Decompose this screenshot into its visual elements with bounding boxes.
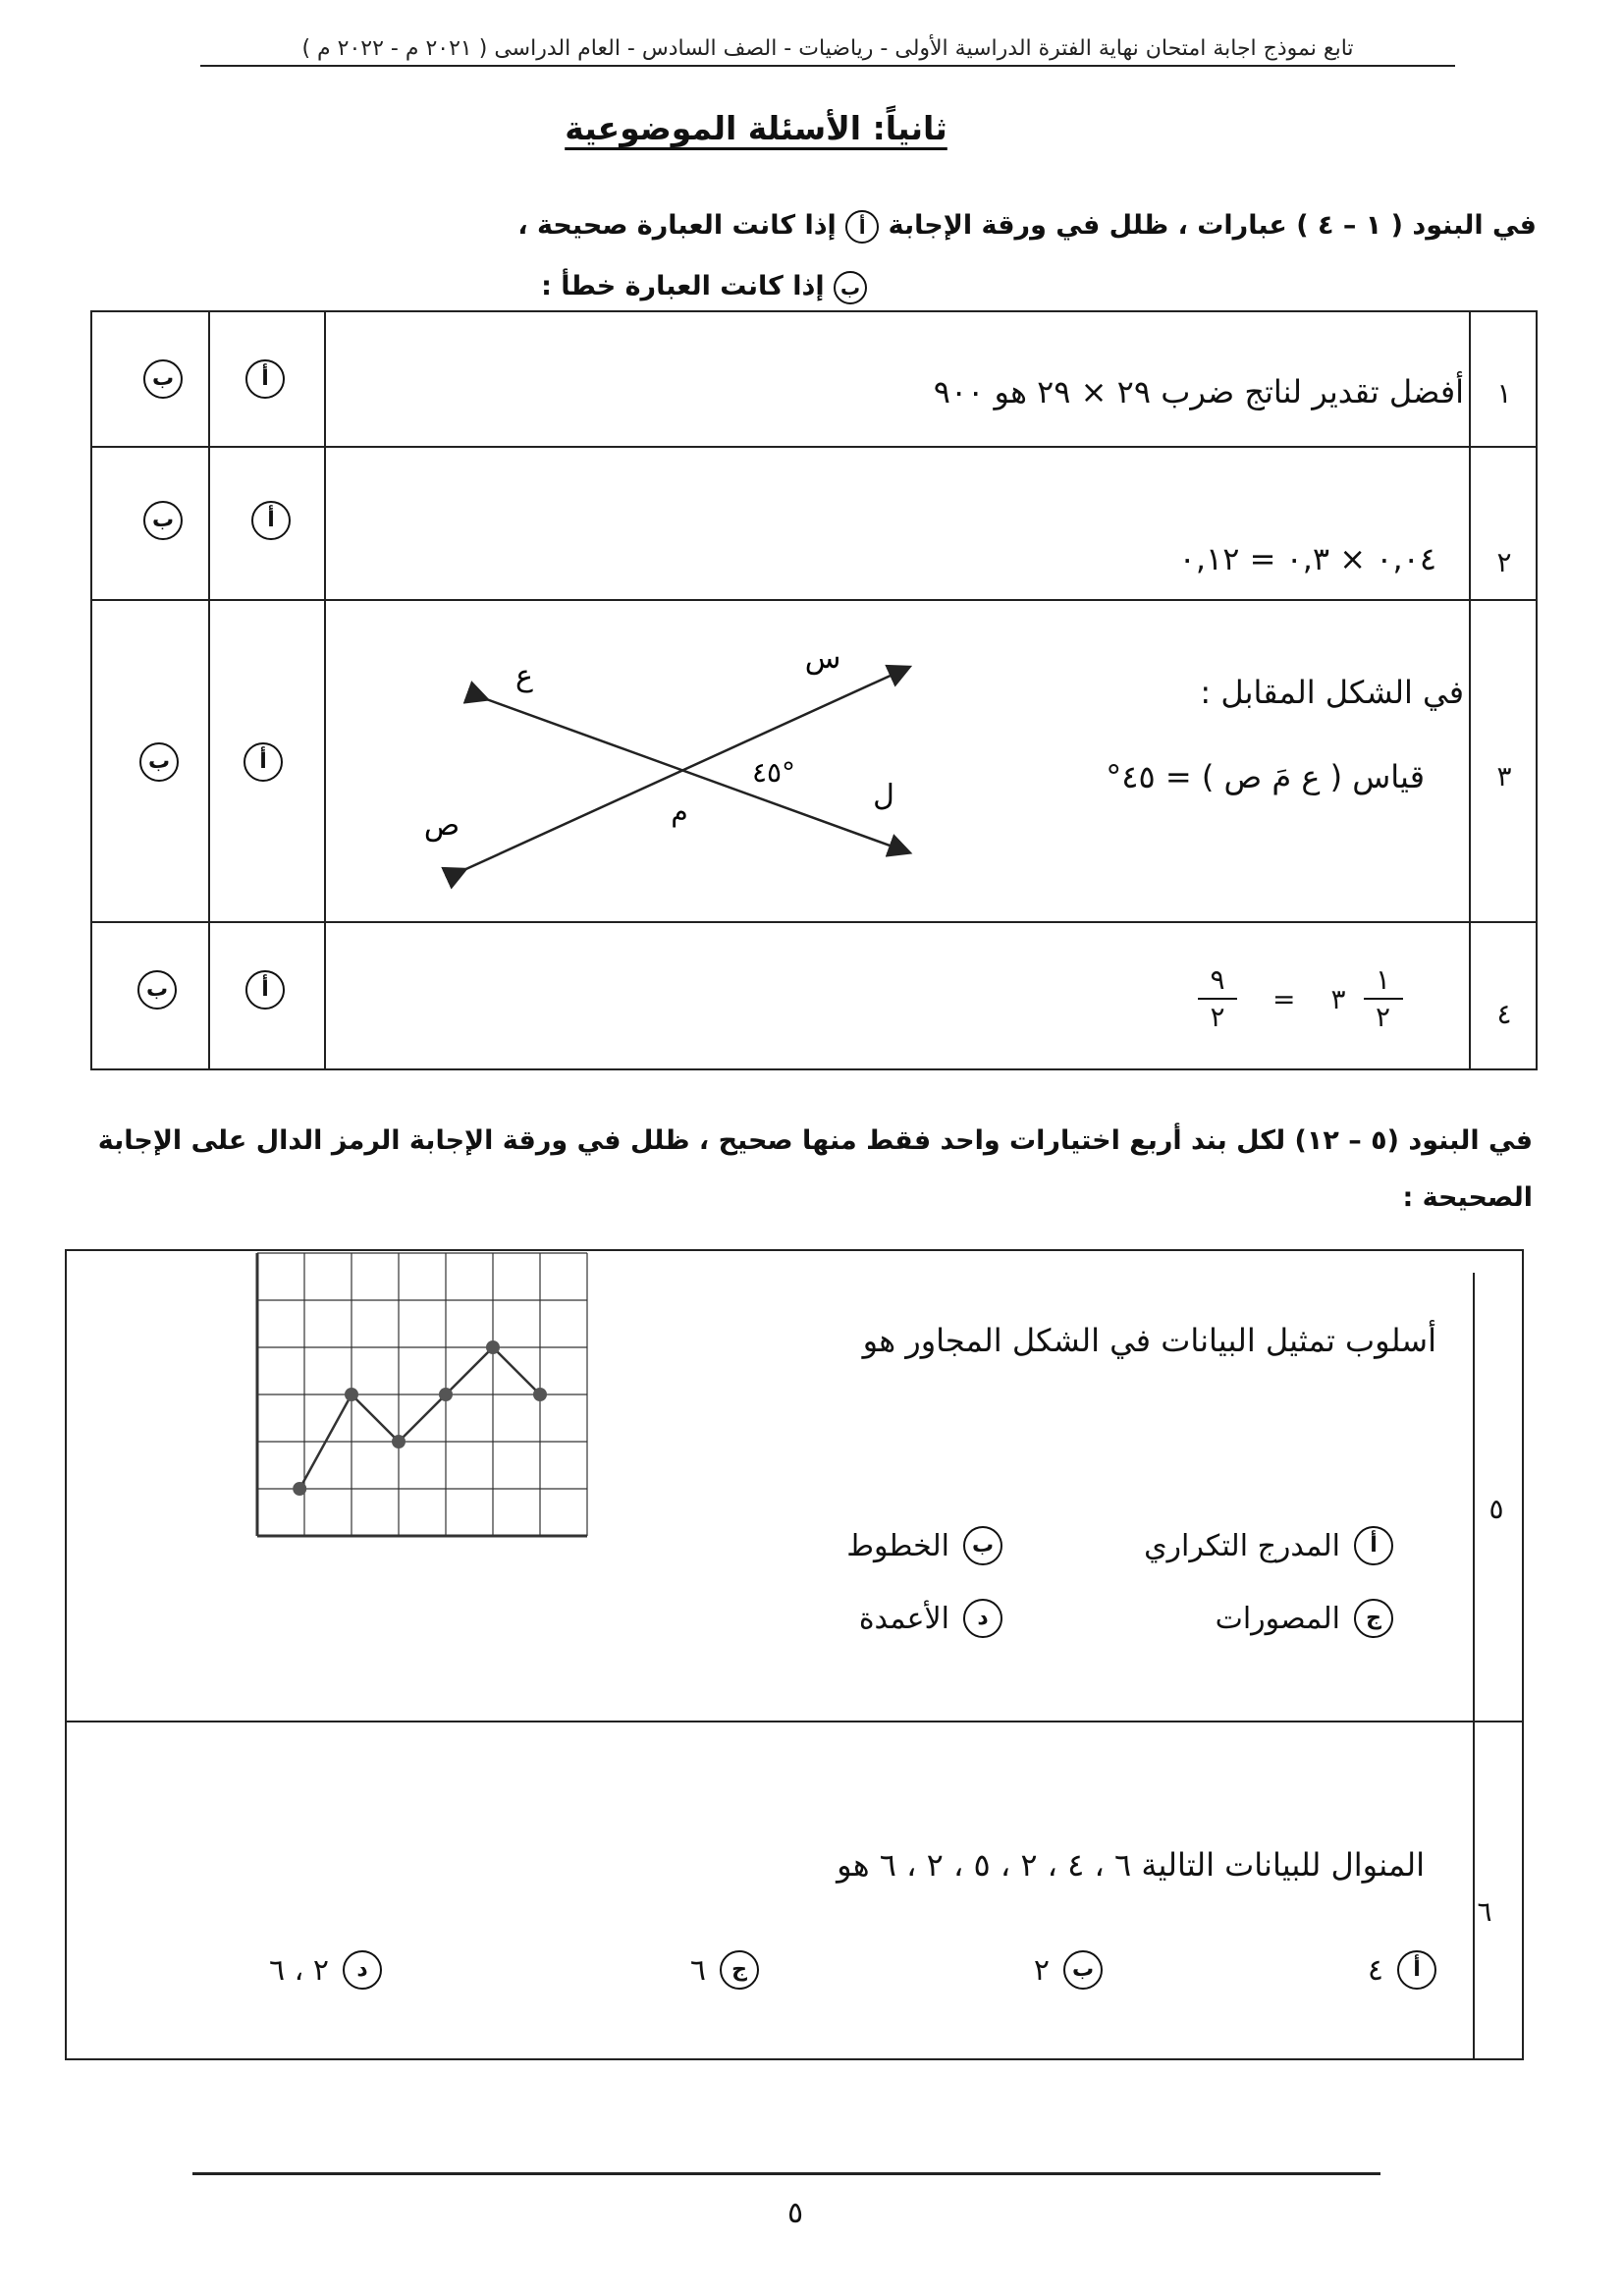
- option-text: المصورات: [1215, 1601, 1340, 1636]
- option-text: المدرج التكراري: [1144, 1528, 1340, 1563]
- intersecting-lines-figure: [422, 629, 933, 903]
- label-l: ل: [873, 779, 894, 813]
- label-s: س: [804, 641, 841, 676]
- option-text: الأعمدة: [858, 1601, 949, 1636]
- option-text: ٦: [689, 1952, 706, 1988]
- row-divider: [90, 599, 1538, 601]
- label-a: ع: [515, 659, 533, 693]
- label-sad: ص: [423, 808, 460, 843]
- footer-rule: [192, 2172, 1380, 2175]
- answer-b-option[interactable]: ب: [143, 501, 183, 540]
- q6-option-a[interactable]: [1368, 1950, 1436, 1990]
- rhs-fraction: [1198, 964, 1237, 1033]
- angle-label: ٤٥°: [751, 756, 796, 789]
- item-number: ٥: [1488, 1493, 1504, 1525]
- answer-a-option[interactable]: أ: [245, 359, 285, 399]
- q5-option-d[interactable]: [859, 1599, 1002, 1638]
- col-divider: [1473, 1273, 1475, 2058]
- row-divider: [65, 1721, 1524, 1722]
- answer-b-option[interactable]: ب: [137, 970, 177, 1010]
- col-divider: [208, 310, 210, 1070]
- instr-part1: في البنود ( ١ – ٤ ) عبارات ، ظلل في ورقة الإجابة: [888, 210, 1537, 241]
- option-text: ٢ ، ٦: [268, 1952, 329, 1988]
- item-number: ٣: [1496, 760, 1512, 793]
- option-symbol: ب: [963, 1526, 1002, 1565]
- option-symbol: د: [343, 1950, 382, 1990]
- symbol-a-icon: أ: [845, 210, 879, 244]
- item-2-statement: ٠,٠٤ × ٠,٣ = ٠,١٢: [1178, 540, 1436, 577]
- rhs-numerator: ٩: [1210, 963, 1225, 996]
- col-divider: [324, 310, 326, 1070]
- option-text: الخطوط: [846, 1528, 949, 1563]
- instr-line2-text: إذا كانت العبارة خطأ :: [541, 271, 825, 301]
- equals-sign: =: [1272, 982, 1296, 1015]
- mc-instructions-line1: في البنود (٥ – ١٢) لكل بند أربع اختيارات واحد فقط منها صحيح ، ظلل في ورقة الإجابة الرمز الدال على الإجابة: [97, 1125, 1533, 1156]
- q6-question: المنوال للبيانات التالية ٦ ، ٤ ، ٢ ، ٥ ، ٢ ، ٦ هو: [837, 1846, 1425, 1884]
- q6-option-b[interactable]: [1034, 1950, 1103, 1990]
- answer-b-option[interactable]: ب: [143, 359, 183, 399]
- q6-option-c[interactable]: [690, 1950, 759, 1990]
- option-symbol: ج: [1354, 1599, 1393, 1638]
- item-3-line1: في الشكل المقابل :: [1200, 674, 1464, 711]
- chart-point-1: [293, 1482, 306, 1496]
- symbol-b-icon: ب: [834, 271, 867, 304]
- chart-point-3: [392, 1435, 406, 1449]
- option-text: ٢: [1033, 1952, 1050, 1988]
- answer-a-option[interactable]: أ: [245, 970, 285, 1010]
- instr-part2: إذا كانت العبارة صحيحة ،: [517, 210, 837, 241]
- option-symbol: أ: [1354, 1526, 1393, 1565]
- lhs-denominator: ٢: [1376, 1001, 1391, 1033]
- answer-b-option[interactable]: ب: [139, 742, 179, 782]
- option-symbol: د: [963, 1599, 1002, 1638]
- mc-instructions-line2: الصحيحة :: [1402, 1182, 1533, 1213]
- chart-point-4: [439, 1388, 453, 1401]
- chart-series-line: [299, 1347, 540, 1489]
- line-a-l: [481, 697, 903, 850]
- option-symbol: أ: [1397, 1950, 1436, 1990]
- q5-option-a[interactable]: [1144, 1526, 1393, 1565]
- row-divider: [90, 921, 1538, 923]
- page-header: تابع نموذج اجابة امتحان نهاية الفترة الدراسية الأولى - رياضيات - الصف السادس - العام الدراسى ( ٢٠٢١ م - ٢٠٢٢ م ): [200, 35, 1455, 67]
- rhs-denominator: ٢: [1210, 1001, 1225, 1033]
- item-4-equation: [1198, 964, 1403, 1033]
- section-title: ثانياً: الأسئلة الموضوعية: [565, 109, 947, 147]
- item-number: ١: [1496, 377, 1512, 410]
- item-number: ٤: [1496, 998, 1512, 1030]
- item-number: ٢: [1496, 546, 1512, 578]
- answer-a-option[interactable]: أ: [243, 742, 283, 782]
- option-symbol: ج: [720, 1950, 759, 1990]
- label-m: م: [671, 795, 688, 828]
- q5-option-c[interactable]: [1216, 1599, 1393, 1638]
- chart-point-2: [345, 1388, 358, 1401]
- q6-option-d[interactable]: [269, 1950, 382, 1990]
- page-number: ٥: [786, 2196, 804, 2230]
- item-1-statement: أفضل تقدير لناتج ضرب ٢٩ × ٢٩ هو ٩٠٠: [933, 373, 1464, 410]
- item-3-line2: قياس ( ع مَ ص ) = ٤٥°: [1106, 758, 1425, 795]
- option-text: ٤: [1367, 1952, 1383, 1988]
- lhs-fraction: [1364, 964, 1403, 1033]
- row-divider: [90, 446, 1538, 448]
- tf-instructions-line2: [541, 267, 867, 306]
- chart-point-5: [486, 1340, 500, 1354]
- col-divider: [1469, 310, 1471, 1070]
- answer-a-option[interactable]: أ: [251, 501, 291, 540]
- q5-line-chart: [251, 1249, 601, 1554]
- chart-point-6: [533, 1388, 547, 1401]
- lhs-numerator: ١: [1376, 963, 1391, 996]
- option-symbol: ب: [1063, 1950, 1103, 1990]
- lhs-whole: ٣: [1330, 982, 1346, 1015]
- q5-question: أسلوب تمثيل البيانات في الشكل المجاور هو: [862, 1322, 1436, 1359]
- tf-instructions-line1: [517, 206, 1537, 246]
- q5-option-b[interactable]: [846, 1526, 1002, 1565]
- item-number: ٦: [1477, 1895, 1492, 1928]
